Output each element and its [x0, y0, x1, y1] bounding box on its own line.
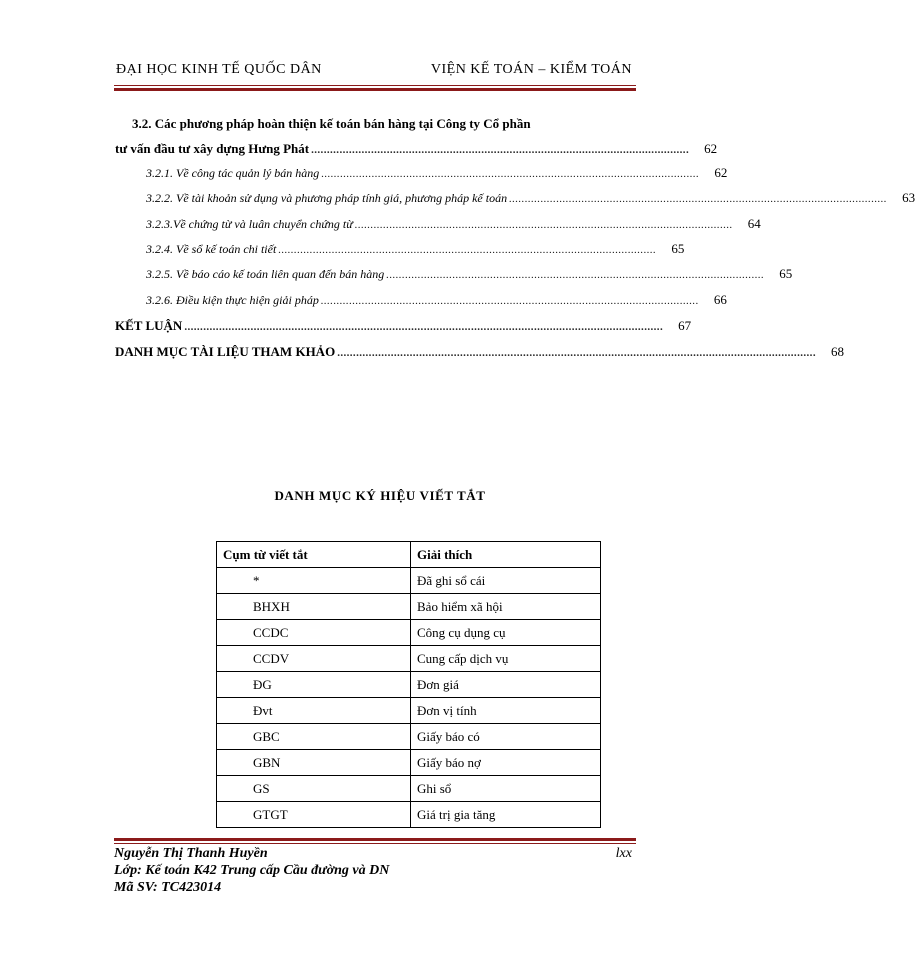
toc-entry-title: tư vấn đầu tư xây dựng Hưng Phát: [115, 141, 310, 156]
toc-page-number: 66: [713, 292, 727, 307]
institute-name: VIỆN KẾ TOÁN – KIỂM TOÁN: [430, 62, 632, 77]
toc-page-number: 63: [902, 190, 915, 205]
toc-entry-title: 3.2.3.Về chứng từ và luân chuyển chứng từ: [146, 217, 353, 231]
table-row: [217, 776, 601, 802]
toc-section-3-2[interactable]: [115, 141, 718, 159]
abbreviation-cell: GBC: [217, 724, 411, 750]
toc-item-3-2-5[interactable]: [146, 266, 793, 284]
column-header-explanation: Giải thích: [411, 542, 601, 568]
abbreviations-heading: DANH MỤC KÝ HIỆU VIẾT TẮT: [274, 488, 486, 503]
footer-rule-thin: [114, 843, 636, 844]
meaning-cell: Giấy báo có: [411, 724, 601, 750]
toc-item-3-2-4[interactable]: [146, 241, 685, 259]
author-name: Nguyễn Thị Thanh Huyền: [114, 846, 268, 861]
meaning-cell: Bảo hiểm xã hội: [411, 594, 601, 620]
meaning-cell: Công cụ dụng cụ: [411, 620, 601, 646]
toc-leader: ........................................................................................................................: [354, 219, 733, 231]
toc-references[interactable]: [115, 344, 844, 362]
toc-leader: ........................................................................................................................: [278, 244, 657, 256]
toc-entry-title: 3.2.4. Về sổ kế toán chi tiết: [146, 242, 277, 256]
student-id: Mã SV: TC423014: [114, 880, 222, 895]
toc-entry-title: DANH MỤC TÀI LIỆU THAM KHẢO: [115, 344, 336, 359]
abbreviation-cell: Đvt: [217, 698, 411, 724]
table-row: [217, 802, 601, 828]
abbreviation-cell: CCDV: [217, 646, 411, 672]
toc-leader: ........................................................................................................................: [320, 295, 699, 307]
toc-page-number: 67: [678, 318, 692, 333]
toc-page-number: 64: [747, 216, 761, 231]
table-row: [217, 646, 601, 672]
university-name: ĐẠI HỌC KINH TẾ QUỐC DÂN: [116, 62, 322, 77]
page-footer: [114, 846, 636, 897]
meaning-cell: Ghi sổ: [411, 776, 601, 802]
class-info: Lớp: Kế toán K42 Trung cấp Cầu đường và DN: [114, 863, 390, 878]
toc-item-3-2-6[interactable]: [146, 292, 727, 310]
toc-page-number: 65: [779, 266, 793, 281]
table-of-contents: [0, 0, 915, 370]
table-row: [217, 724, 601, 750]
abbreviation-cell: ĐG: [217, 672, 411, 698]
meaning-cell: Giá trị gia tăng: [411, 802, 601, 828]
abbreviation-cell: GTGT: [217, 802, 411, 828]
toc-leader: ........................................................................................................................................................: [337, 347, 816, 359]
abbreviations-table: [216, 541, 601, 828]
abbreviation-cell: CCDC: [217, 620, 411, 646]
toc-entry-title: 3.2.1. Về công tác quản lý bán hàng: [146, 166, 320, 180]
toc-section-3-2-line1: 3.2. Các phương pháp hoàn thiện kế toán bán hàng tại Công ty Cổ phần: [132, 116, 531, 131]
toc-item-3-2-1[interactable]: [146, 165, 728, 183]
footer-rule-thick: [114, 838, 636, 841]
column-header-abbreviation: Cụm từ viết tắt: [217, 542, 411, 568]
page-number: lxx: [615, 846, 632, 861]
toc-entry-title: 3.2.6. Điều kiện thực hiện giải pháp: [146, 293, 319, 307]
toc-entry-title: 3.2.2. Về tài khoản sử dụng và phương pháp tính giá, phương pháp kế toán: [146, 191, 508, 205]
abbreviation-cell: GBN: [217, 750, 411, 776]
table-row: [217, 698, 601, 724]
table-header-row: [217, 542, 601, 568]
meaning-cell: Giấy báo nợ: [411, 750, 601, 776]
toc-page-number: 68: [831, 344, 844, 359]
toc-page-number: 65: [671, 241, 685, 256]
toc-leader: ........................................................................................................................: [386, 269, 765, 281]
toc-item-3-2-2[interactable]: [146, 190, 915, 208]
toc-item-3-2-3[interactable]: [146, 216, 761, 234]
table-row: [217, 568, 601, 594]
meaning-cell: Đơn vị tính: [411, 698, 601, 724]
toc-page-number: 62: [714, 165, 728, 180]
meaning-cell: Đơn giá: [411, 672, 601, 698]
toc-leader: ........................................................................................................................: [311, 144, 690, 156]
abbreviation-cell: *: [217, 568, 411, 594]
toc-conclusion[interactable]: [115, 318, 692, 336]
abbreviation-cell: GS: [217, 776, 411, 802]
table-row: [217, 620, 601, 646]
toc-entry-title: KẾT LUẬN: [115, 318, 183, 333]
abbreviation-cell: BHXH: [217, 594, 411, 620]
toc-page-number: 62: [704, 141, 718, 156]
meaning-cell: Cung cấp dịch vụ: [411, 646, 601, 672]
table-row: [217, 594, 601, 620]
table-row: [217, 672, 601, 698]
table-row: [217, 750, 601, 776]
toc-leader: ........................................................................................................................: [509, 193, 888, 205]
toc-leader: ........................................................................................................................................................: [184, 321, 664, 333]
toc-leader: ........................................................................................................................: [321, 168, 700, 180]
toc-entry-title: 3.2.5. Về báo cáo kế toán liên quan đến bán hàng: [146, 267, 385, 281]
meaning-cell: Đã ghi sổ cái: [411, 568, 601, 594]
